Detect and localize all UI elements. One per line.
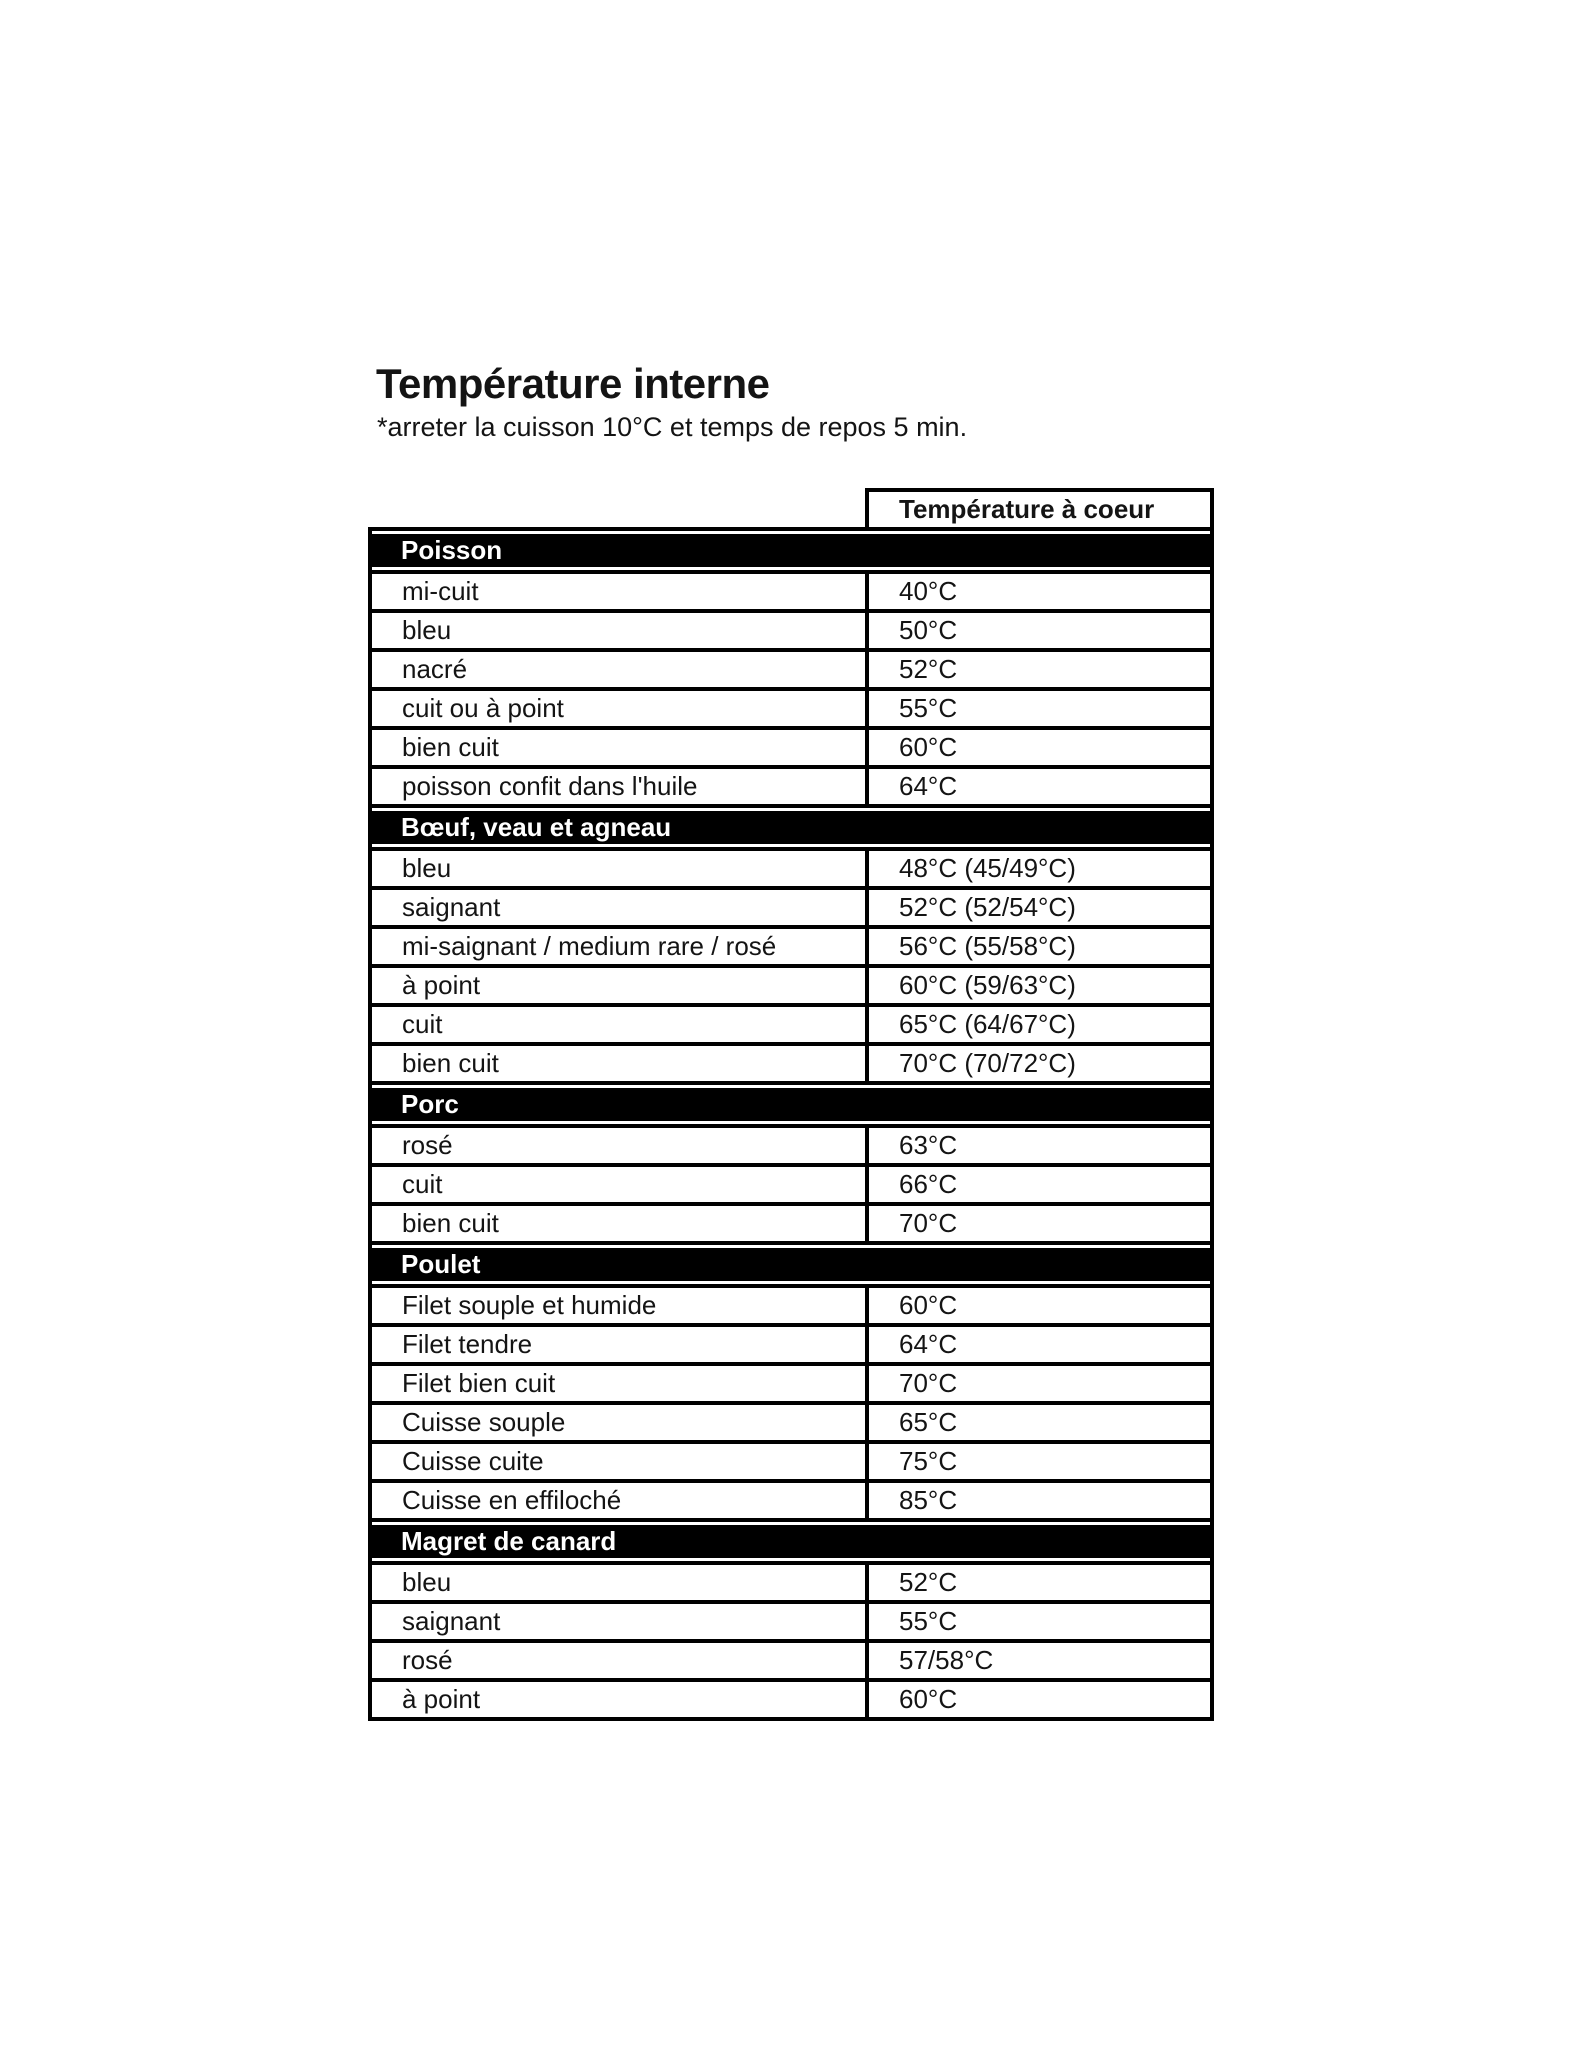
doneness-label: bien cuit <box>370 1204 867 1243</box>
section-title: Bœuf, veau et agneau <box>372 811 1210 844</box>
data-row <box>370 767 1212 806</box>
temperature-value: 60°C <box>867 728 1212 767</box>
temperature-value: 55°C <box>867 689 1212 728</box>
doneness-label: mi-cuit <box>370 572 867 611</box>
temperature-value: 56°C (55/58°C) <box>867 927 1212 966</box>
data-row <box>370 849 1212 888</box>
temperature-value: 50°C <box>867 611 1212 650</box>
temperature-value: 64°C <box>867 767 1212 806</box>
temperature-value: 65°C (64/67°C) <box>867 1005 1212 1044</box>
temperature-value: 70°C (70/72°C) <box>867 1044 1212 1083</box>
section-band-row <box>370 1083 1212 1126</box>
doneness-label: Cuisse en effiloché <box>370 1481 867 1520</box>
temperature-value: 60°C <box>867 1680 1212 1719</box>
data-row <box>370 572 1212 611</box>
data-row <box>370 1286 1212 1325</box>
data-row <box>370 1364 1212 1403</box>
internal-temperature-table <box>368 488 1214 1721</box>
data-row <box>370 1602 1212 1641</box>
data-row <box>370 1680 1212 1719</box>
doneness-label: Cuisse souple <box>370 1403 867 1442</box>
section-title-cell <box>370 529 1212 572</box>
section-title: Poulet <box>372 1248 1210 1281</box>
doneness-label: rosé <box>370 1126 867 1165</box>
doneness-label: Filet souple et humide <box>370 1286 867 1325</box>
temperature-value: 70°C <box>867 1364 1212 1403</box>
temperature-value: 52°C (52/54°C) <box>867 888 1212 927</box>
doneness-label: saignant <box>370 1602 867 1641</box>
section-band-row <box>370 806 1212 849</box>
doneness-label: bleu <box>370 1563 867 1602</box>
data-row <box>370 888 1212 927</box>
doneness-label: à point <box>370 966 867 1005</box>
temperature-value: 85°C <box>867 1481 1212 1520</box>
data-row <box>370 1126 1212 1165</box>
section-title: Poisson <box>372 534 1210 567</box>
data-row <box>370 1403 1212 1442</box>
doneness-label: nacré <box>370 650 867 689</box>
doneness-label: bien cuit <box>370 728 867 767</box>
doneness-label: bleu <box>370 849 867 888</box>
data-row <box>370 1044 1212 1083</box>
doneness-label: cuit ou à point <box>370 689 867 728</box>
doneness-label: saignant <box>370 888 867 927</box>
temperature-value: 57/58°C <box>867 1641 1212 1680</box>
data-row <box>370 611 1212 650</box>
cooking-note: *arreter la cuisson 10°C et temps de repos 5 min. <box>377 412 968 442</box>
section-title-cell <box>370 1083 1212 1126</box>
data-row <box>370 1481 1212 1520</box>
temperature-value: 55°C <box>867 1602 1212 1641</box>
section-title-cell <box>370 806 1212 849</box>
table-header-row <box>370 490 1212 529</box>
temperature-value: 65°C <box>867 1403 1212 1442</box>
data-row <box>370 1442 1212 1481</box>
section-title-cell <box>370 1520 1212 1563</box>
section-title-cell <box>370 1243 1212 1286</box>
doneness-label: poisson confit dans l'huile <box>370 767 867 806</box>
header-spacer-cell <box>370 490 867 529</box>
data-row <box>370 1005 1212 1044</box>
temperature-value: 52°C <box>867 1563 1212 1602</box>
page-title: Température interne <box>376 360 770 407</box>
section-title: Porc <box>372 1088 1210 1121</box>
temperature-value: 66°C <box>867 1165 1212 1204</box>
doneness-label: cuit <box>370 1165 867 1204</box>
section-band-row <box>370 1243 1212 1286</box>
temperature-value: 64°C <box>867 1325 1212 1364</box>
temperature-value: 75°C <box>867 1442 1212 1481</box>
section-band-row <box>370 529 1212 572</box>
temperature-value: 48°C (45/49°C) <box>867 849 1212 888</box>
doneness-label: Cuisse cuite <box>370 1442 867 1481</box>
data-row <box>370 1165 1212 1204</box>
doneness-label: rosé <box>370 1641 867 1680</box>
doneness-label: mi-saignant / medium rare / rosé <box>370 927 867 966</box>
data-row <box>370 1641 1212 1680</box>
data-row <box>370 689 1212 728</box>
temperature-value: 70°C <box>867 1204 1212 1243</box>
data-row <box>370 1563 1212 1602</box>
doneness-label: Filet tendre <box>370 1325 867 1364</box>
data-row <box>370 1204 1212 1243</box>
temperature-value: 60°C <box>867 1286 1212 1325</box>
section-band-row <box>370 1520 1212 1563</box>
doneness-label: Filet bien cuit <box>370 1364 867 1403</box>
temperature-value: 63°C <box>867 1126 1212 1165</box>
value-column-header: Température à coeur <box>867 490 1212 529</box>
temperature-value: 52°C <box>867 650 1212 689</box>
temperature-value: 40°C <box>867 572 1212 611</box>
doneness-label: cuit <box>370 1005 867 1044</box>
data-row <box>370 966 1212 1005</box>
data-row <box>370 728 1212 767</box>
data-row <box>370 650 1212 689</box>
doneness-label: bien cuit <box>370 1044 867 1083</box>
doneness-label: bleu <box>370 611 867 650</box>
temperature-value: 60°C (59/63°C) <box>867 966 1212 1005</box>
section-title: Magret de canard <box>372 1525 1210 1558</box>
doneness-label: à point <box>370 1680 867 1719</box>
data-row <box>370 1325 1212 1364</box>
data-row <box>370 927 1212 966</box>
